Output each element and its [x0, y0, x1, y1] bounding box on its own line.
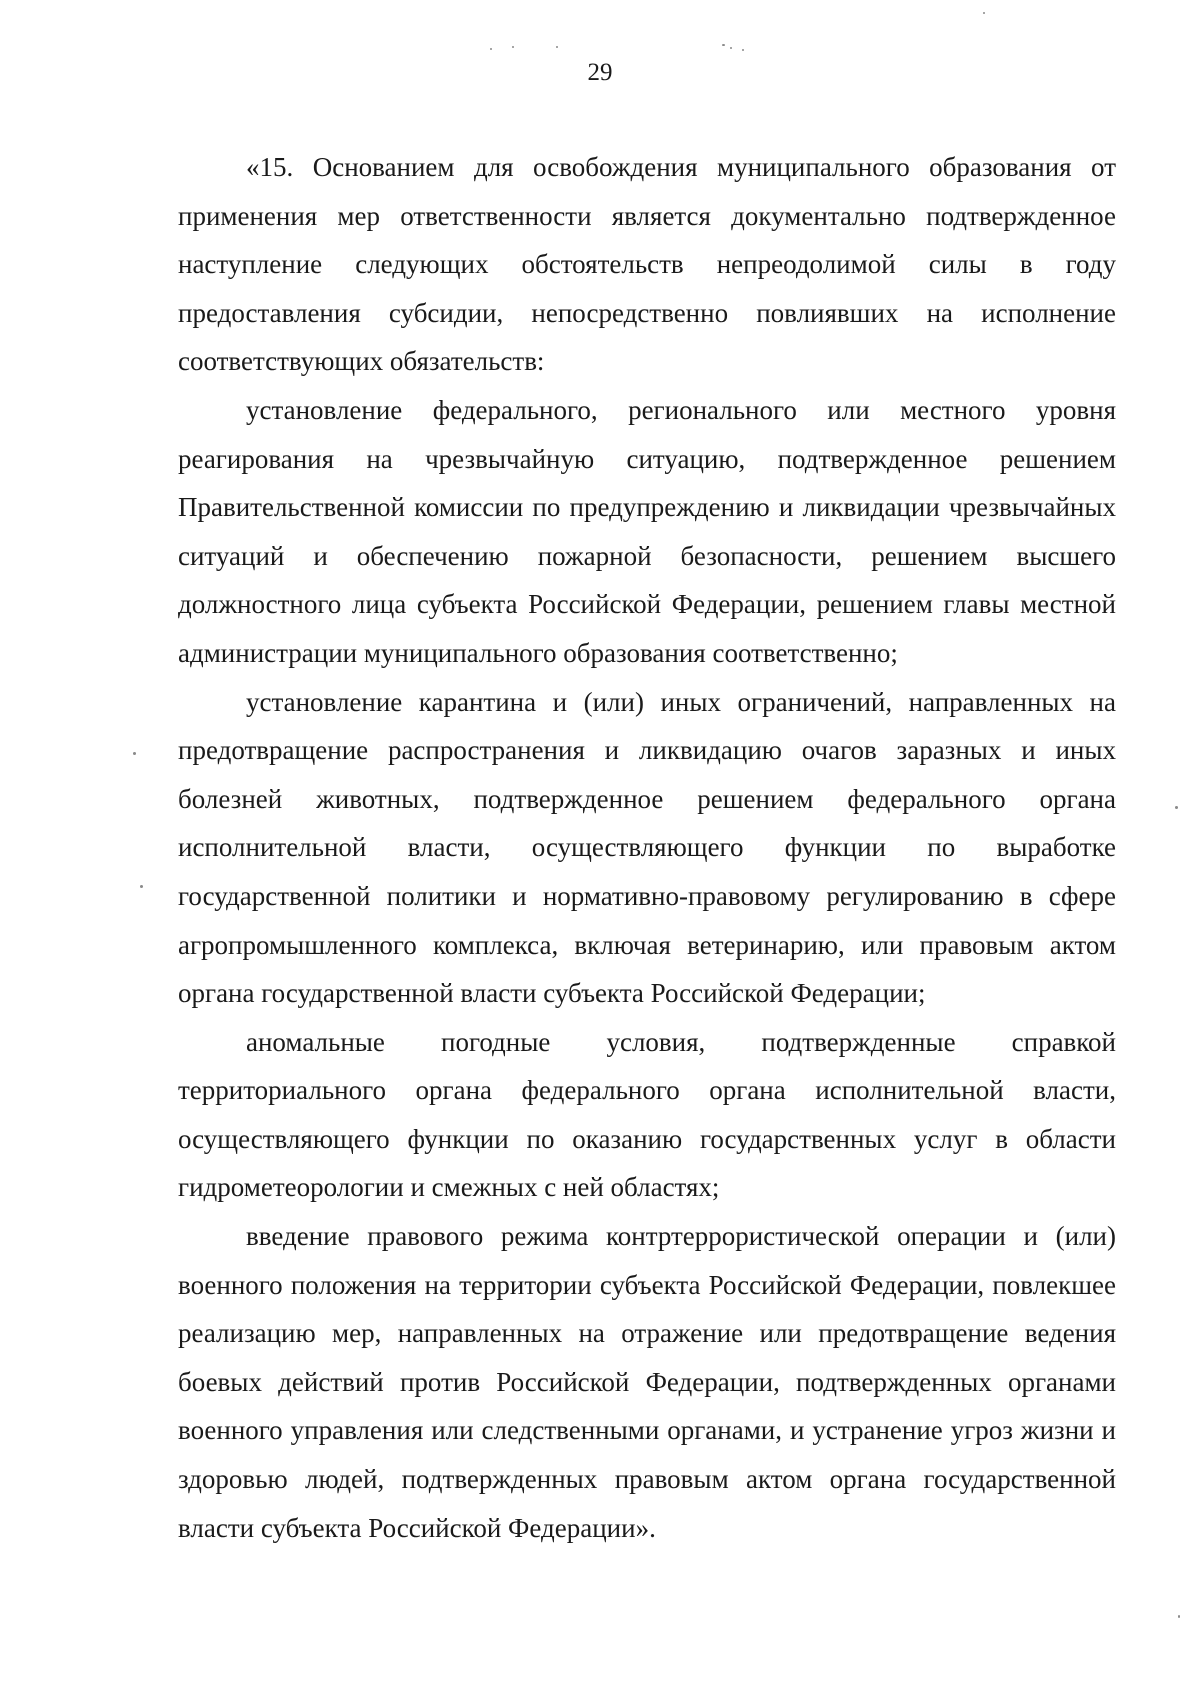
paragraph-counterterrorism-regime: введение правового режима контртеррористической операции и (или) военного положения на территории субъекта Российской Федерации, повлекшее реализацию мер, направленных на отражение или предотвращение ведения боевых действий против Российской Федерации, подтвержденных органами военного управления или следственными органами, и устранение угроз жизни и здоровью людей, подтвержденных правовым актом органа государственной власти субъекта Российской Федерации». — [178, 1221, 1116, 1543]
paragraph-item-15-intro: «15. Основанием для освобождения муниципального образования от применения мер ответственности является документально подтвержденное наступление следующих обстоятельств непреодолимой силы в году предоставления субсидии, непосредственно повлиявших на исполнение соответствующих обязательств: — [178, 152, 1116, 377]
scan-speck — [983, 12, 985, 14]
paragraph-emergency-response: установление федерального, регионального или местного уровня реагирования на чрезвычайную ситуацию, подтвержденное решением Правительственной комиссии по предупреждению и ликвидации чрезвычайных ситуаций и обеспечению пожарной безопасности, решением высшего должностного лица субъекта Российской Федерации, решением главы местной администрации муниципального образования соответственно; — [178, 394, 1116, 668]
scan-speck — [133, 752, 136, 755]
scan-speck — [730, 47, 732, 49]
scan-speck — [742, 49, 744, 51]
scan-speck — [556, 46, 558, 48]
scan-speck — [1175, 806, 1178, 809]
scan-speck — [490, 48, 492, 50]
scan-speck — [1178, 1615, 1180, 1618]
paragraph-weather-conditions: аномальные погодные условия, подтвержденные справкой территориального органа федерального органа исполнительной власти, осуществляющего функции по оказанию государственных услуг в области гидрометеорологии и смежных с ней областях; — [178, 1026, 1116, 1203]
scan-speck — [722, 44, 725, 46]
page-number: 29 — [587, 59, 613, 86]
document-body — [178, 143, 1116, 1552]
scan-speck — [140, 885, 143, 888]
scan-speck — [512, 46, 514, 48]
paragraph-quarantine: установление карантина и (или) иных ограничений, направленных на предотвращение распространения и ликвидацию очагов заразных и иных болезней животных, подтвержденное решением федерального органа исполнительной власти, осуществляющего функции по выработке государственной политики и нормативно-правовому регулированию в сфере агропромышленного комплекса, включая ветеринарию, или правовым актом органа государственной власти субъекта Российской Федерации; — [178, 686, 1116, 1009]
